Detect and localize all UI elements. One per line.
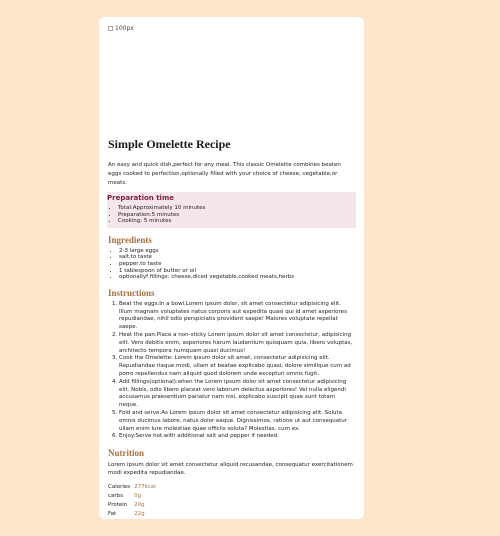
ingredients-list [108,248,355,281]
instructions-list [108,301,355,441]
page-title: Simple Omelette Recipe [108,137,231,151]
nutrition-heading: Nutrition [108,448,144,459]
image-alt-text: 100px [115,25,134,32]
ingredients-heading: Ingredients [108,234,152,245]
nutrition-label: Calories [108,484,131,491]
nutrition-label: Protein [108,502,128,509]
nutrition-text: Lorem ipsum dolor sit amet consectetur aliquid recusandae, consequatur exercitationem modi expedita repudiandae. [108,462,353,477]
broken-image-icon [108,26,113,31]
table-row [108,492,160,501]
list-item: 1. Beat the eggs:In a bowl,Lorem ipsum dolor, sit amet consectetur adipisicing elit. Illum magnam voluptates natus corporis aut expedita quasi qui id amet asperiores repudiandae, nihil odio perspiciatis provident saepe! Maiores voluptate repellat saepe. [119,301,355,332]
nutrition-label: carbs [108,493,124,500]
nutrition-label: Fat [108,511,117,518]
preparation-list [107,205,352,225]
nutrition-table [108,483,160,519]
list-item: • Total:Approximately 10 minutes [118,205,352,212]
preparation-section [107,192,356,228]
table-row [108,510,160,519]
list-item: • pepper,to taste [119,261,355,268]
list-item: 5. Fold and serve:As Lorem ipsum dolor sit amet consectetur adipisicing elit. Soluta omnis ducimus labore, natus dolor eaque. Dignissimos, ratione ut aut consequatur ullam enim iure molestiae quae officiis soluta? Molestias, cum ex. [119,410,355,433]
nutrition-value: 0g [134,493,142,500]
list-item: • 1 tablespoon of butter or oil [119,268,355,275]
preparation-heading: Preparation time [107,194,175,202]
intro-text: An easy and quick dish,perfect for any meal. This classic Omelette combines beaten eggs cooked to perfection,optionally filled with your choice of cheese, vegetable,or meats. [108,162,341,186]
recipe-image [108,25,355,137]
table-row [108,501,160,510]
list-item: 4. Add fillings(optional):when the Lorem ipsum dolor sit amet consectetur adipisicing elit. Nobis, odio libero placeat vero laborum delectus asperiores! Vel nulla eligendi accusamus praesentium pariatur nam nisi, explicabo suscipit quae sunt totam neque. [119,379,355,410]
instructions-heading: Instructions [108,287,155,298]
list-item: • optionallyf fillings: cheese,diced vegetable,cooked meats,herbs [119,274,355,281]
nutrition-value: 22g [134,511,145,518]
list-item: • 2-3 large eggs [119,248,355,255]
list-item: • Preparation:5 minutes [118,212,352,219]
nutrition-value: 20g [134,502,145,509]
table-row [108,483,160,492]
list-item: 3. Cook the Omelette: Lorem ipsum dolor sit amet, consectetur adipisicing elit. Repudiandae itaque modi, ullam et beatae explicabo quasi, dolore similique cum ad porro repellendus nam aliquid quod dolorem unde excepturi omnis fugit. [119,355,355,378]
list-item: 2. Heat the pan:Place a non-sticky Lorem ipsum dolor sit amet consectetur, adipisicing elit. Vero debitis enim, asperiores harum laudantium quisquam quia, libero voluptas, architecto tempora numquam quasi ducimus! [119,332,355,355]
list-item: 6. Enjoy:Serve hot,with additional salt and pepper if needed. [119,433,355,441]
recipe-card [99,17,364,519]
nutrition-value: 277kcal [134,484,156,491]
list-item: • Cooking: 5 minutes [118,218,352,225]
list-item: • salt,to taste [119,254,355,261]
